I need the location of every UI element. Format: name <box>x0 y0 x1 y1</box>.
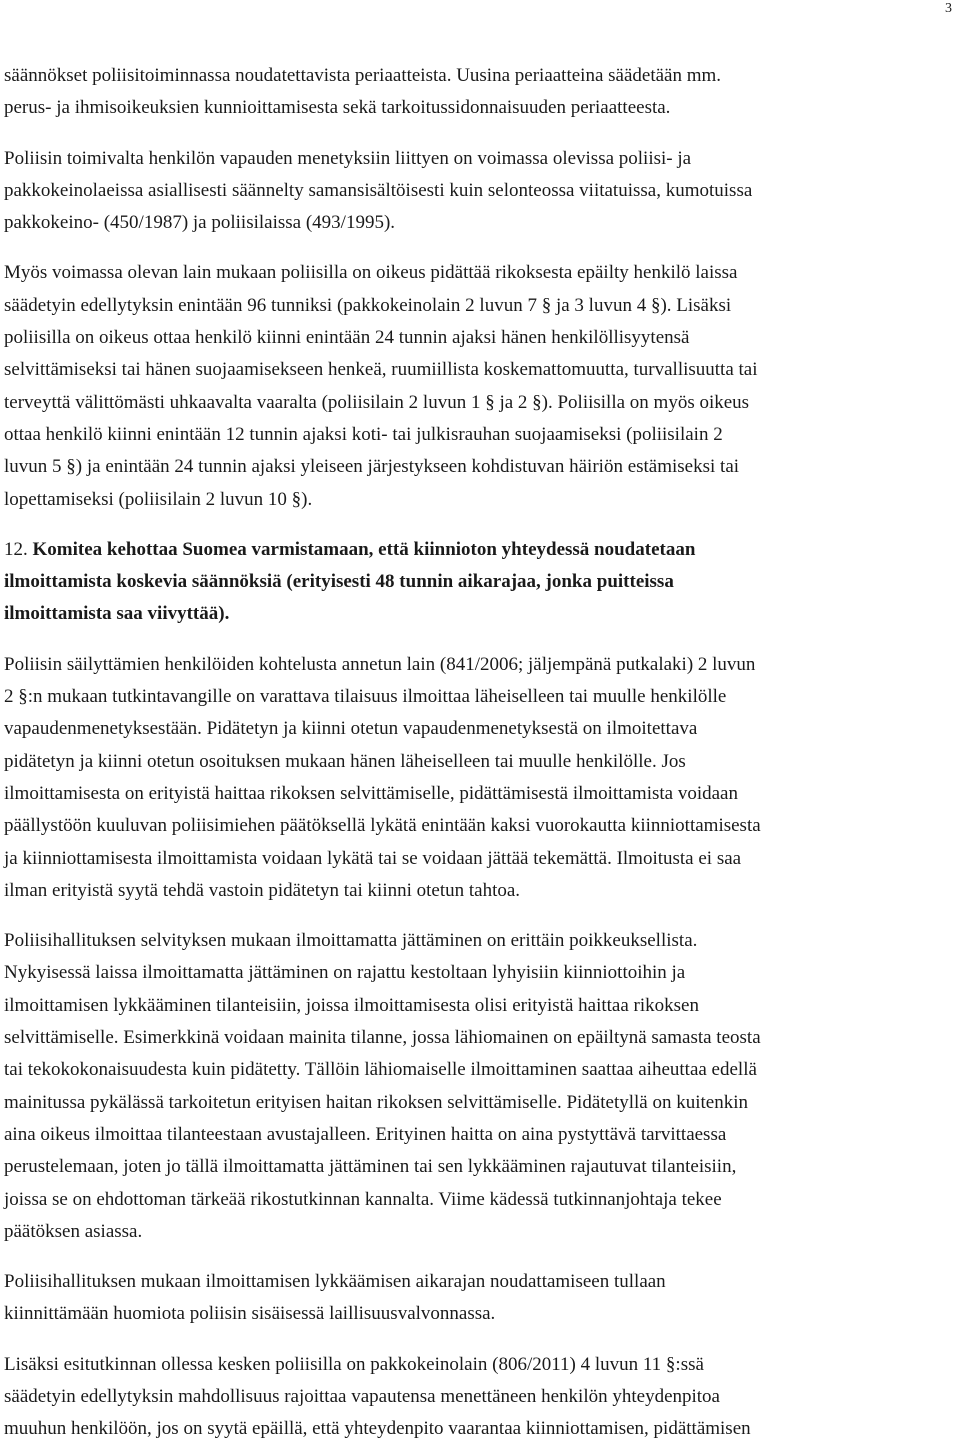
text-line: joissa se on ehdottoman tärkeää rikostutkinnan kannalta. Viime kädessä tutkinnanjohtaja tekee <box>4 1188 722 1210</box>
text-line: kiinnittämään huomiota poliisin sisäisessä laillisuusvalvonnassa. <box>4 1303 496 1325</box>
text-line: Nykyisessä laissa ilmoittamatta jättäminen on rajattu kestoltaan lyhyisiin kiinniottoihin ja <box>4 962 686 984</box>
text-line: selvittämiseksi tai hänen suojaamisekseen henkeä, ruumiillista koskemattomuutta, turvallisuutta tai <box>4 359 758 381</box>
text-line: terveyttä välittömästi uhkaavalta vaaralta (poliisilain 2 luvun 1 § ja 2 §). Poliisilla on myös oikeus <box>4 391 750 413</box>
text-line: ottaa henkilö kiinni enintään 12 tunnin ajaksi koti- tai julkisrauhan suojaamiseksi (poliisilain 2 <box>4 423 723 445</box>
text-line: vapaudenmenetyksestään. Pidätetyn ja kiinni otetun vapaudenmenetyksestä on ilmoitettava <box>4 718 698 740</box>
text-line: luvun 5 §) ja enintään 24 tunnin ajaksi yleiseen järjestykseen kohdistuvan häiriön estämiseksi tai <box>4 456 740 478</box>
text-line: pakkokeino- (450/1987) ja poliisilaissa (493/1995). <box>4 212 396 234</box>
text-line: Myös voimassa olevan lain mukaan poliisilla on oikeus pidättää rikoksesta epäilty henkilö laissa <box>4 262 738 284</box>
text-line: aina oikeus ilmoittaa tilanteestaan avustajalleen. Erityinen haitta on aina pystyttävä tarvittaessa <box>4 1123 727 1145</box>
text-line: lopettamiseksi (poliisilain 2 luvun 10 §). <box>4 488 313 510</box>
text-line: mainitussa pykälässä tarkoitetun erityisen haitan rikoksen selvittämiselle. Pidätetyllä on kuitenkin <box>4 1091 749 1113</box>
text-line: ilman erityistä syytä tehdä vastoin pidätetyn tai kiinni otetun tahtoa. <box>4 879 521 901</box>
text-line: ilmoittamisesta on erityistä haittaa rikoksen selvittämiselle, pidättämisestä ilmoittamista voidaan <box>4 782 738 804</box>
recommendation-paragraph <box>4 534 954 631</box>
text-line: pakkokeinolaeissa asiallisesti säännelty samansisältöisesti kuin selonteossa viitatuissa, kumotuissa <box>4 179 753 201</box>
document-body <box>4 60 954 1446</box>
recommendation-text: ilmoittamista koskevia säännöksiä (erityisesti 48 tunnin aikarajaa, jonka puitteissa <box>4 571 674 593</box>
paragraph <box>4 1266 954 1331</box>
text-line: säännökset poliisitoiminnassa noudatettavista periaatteista. Uusina periaatteina säädetään mm. <box>4 65 722 86</box>
text-line: tai tekokokonaisuudesta kuin pidätetty. Tällöin lähiomaiselle ilmoittaminen saattaa aiheuttaa edellä <box>4 1059 757 1081</box>
recommendation-text: Komitea kehottaa Suomea varmistamaan, että kiinnioton yhteydessä noudatetaan <box>32 538 696 560</box>
page-number: 3 <box>945 1 952 16</box>
text-line: perus- ja ihmisoikeuksien kunnioittamisesta sekä tarkoitussidonnaisuuden periaatteesta. <box>4 97 671 119</box>
paragraph <box>4 257 954 515</box>
text-line: 2 §:n mukaan tutkintavangille on varattava tilaisuus ilmoittaa läheiselleen tai muulle henkilölle <box>4 686 727 708</box>
recommendation-number: 12. <box>4 538 28 560</box>
text-line: Poliisin toimivalta henkilön vapauden menetyksiin liittyen on voimassa olevissa poliisi- ja <box>4 147 692 169</box>
text-line: Lisäksi esitutkinnan ollessa kesken poliisilla on pakkokeinolain (806/2011) 4 luvun 11 §:ssä <box>4 1353 704 1375</box>
text-line: ilmoittamisen lykkääminen tilanteisiin, joissa ilmoittamisesta olisi erityistä haittaa rikoksen <box>4 994 699 1016</box>
text-line: päätöksen asiassa. <box>4 1220 143 1242</box>
paragraph <box>4 143 954 240</box>
text-line: Poliisihallituksen mukaan ilmoittamisen lykkäämisen aikarajan noudattamiseen tullaan <box>4 1271 666 1293</box>
paragraph <box>4 1349 954 1446</box>
recommendation-text: ilmoittamista saa viivyttää). <box>4 603 230 625</box>
text-line: säädetyin edellytyksin enintään 96 tunniksi (pakkokeinolain 2 luvun 7 § ja 3 luvun 4 §). Lisäksi <box>4 294 732 316</box>
paragraph <box>4 925 954 1248</box>
text-line: päällystöön kuuluvan poliisimiehen päätöksellä lykätä enintään kaksi vuorokautta kiinniottamisesta <box>4 815 761 837</box>
text-line: pidätetyn ja kiinni otetun osoituksen mukaan hänen läheiselleen tai muulle henkilölle. Jos <box>4 750 686 772</box>
paragraph <box>4 60 954 125</box>
text-line: Poliisin säilyttämien henkilöiden kohtelusta annetun lain (841/2006; jäljempänä putkalaki) 2 luvun <box>4 653 756 675</box>
text-line <box>4 534 954 566</box>
text-line: Poliisihallituksen selvityksen mukaan ilmoittamatta jättäminen on erittäin poikkeuksellista. <box>4 930 698 952</box>
text-line: säädetyin edellytyksin mahdollisuus rajoittaa vapautensa menettäneen henkilön yhteydenpitoa <box>4 1385 720 1407</box>
text-line: poliisilla on oikeus ottaa henkilö kiinni enintään 24 tunnin ajaksi hänen henkilöllisyytensä <box>4 327 690 349</box>
paragraph <box>4 649 954 907</box>
text-line: ja kiinniottamisesta ilmoittamista voidaan lykätä tai se voidaan jättää tekemättä. Ilmoitusta ei saa <box>4 847 742 869</box>
text-line: muuhun henkilöön, jos on syytä epäillä, että yhteydenpito vaarantaa kiinniottamisen, pidättämisen <box>4 1418 751 1440</box>
text-line: perustelemaan, joten jo tällä ilmoittamatta jättäminen tai sen lykkääminen rajautuvat tilanteisiin, <box>4 1156 737 1178</box>
text-line: selvittämiselle. Esimerkkinä voidaan mainita tilanne, jossa lähiomainen on epäiltynä samasta teosta <box>4 1027 761 1049</box>
